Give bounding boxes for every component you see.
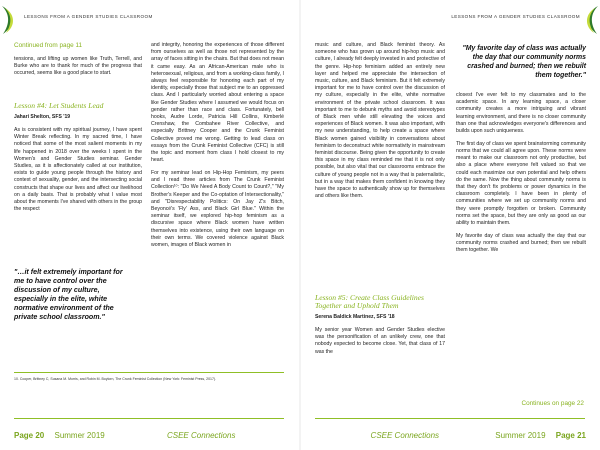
col2-paragraph-1: closest I've ever felt to my classmates and to the academic space. In any learning space, a closer community creates a more intriguing and vibrant learning environment, and there is no closer community than one that acknowledges everyone's differences and builds upon such uniqueness. — [456, 92, 586, 135]
col2-paragraph-2: The first day of class we spent brainstorming community norms that we could all agree upon. These norms were meant to make our classroom not only productive, but also a place where everyone felt valued so that we could each maximize our own potential and help others do the same. Now the thing about community norms is that they don't fix problems or power dynamics in the classroom completely. I have been in plenty of communities where we set up community norms and they were promptly forgotten or broken. Community norms set the space, but they are only as good as our ability to maintain them. — [456, 140, 586, 226]
lesson5-author: Serena Baldick Martinez, SFS '18 — [315, 314, 395, 320]
col1-paragraph-1: music and culture, and Black feminist theory. As someone who has grown up around hip-hop music and culture, I already felt deeply invested in and protective of the genre. Hip-hop feminism added an entirely new layer and helped me appreciate the intersection of music, culture, and Black feminism. But it felt extremely important for me to have control over the discussion of my culture, especially in the elite, white normative environment of the private school classroom. It was important to me to debunk myths and avoid stereotypes of Black men while still elevating the voices and experiences of Black women. It was also important, with my new understanding, to help create a space where Black women gained visibility in conversations about feminism to deconstruct white normativity in mainstream feminist discourse. Being given the opportunity to create this space in my class reminded me that it is not only possible, but also vital that our classrooms embrace the culture of young people not in a way that is paternalistic, but in a way that makes them confident in knowing they have the space to authentically show up for themselves and others like them. — [315, 42, 445, 200]
issue-season: Summer 2019 — [495, 431, 546, 440]
col1-intro-paragraph: tensions, and lifting up women like Truth, Terrell, and Burke who are to thank for much of the progress that occurred, seems like a good place to start. — [14, 56, 142, 77]
issue-season: Summer 2019 — [54, 431, 105, 440]
running-header: LESSONS FROM A GENDER STUDIES CLASSROOM — [451, 14, 580, 19]
left-page — [0, 0, 299, 450]
continues-on-link[interactable]: Continues on page 22 — [521, 400, 584, 407]
col2-text — [151, 42, 284, 255]
lesson4-author: Jahari Shelton, SFS '19 — [14, 114, 71, 120]
publication-name: CSEE Connections — [166, 431, 236, 440]
swoosh-logo-icon — [580, 4, 600, 36]
lesson5-heading: Lesson #5: Create Class Guidelines Together and Uphold Them — [315, 293, 424, 311]
footer-rule — [14, 418, 284, 419]
right-footer — [363, 431, 586, 440]
pull-quote: "…it felt extremely important for me to have control over the discussion of my culture, especially in the elite, white normative environment of the private school classroom." — [14, 268, 123, 321]
running-header: LESSONS FROM A GENDER STUDIES CLASSROOM — [24, 14, 153, 19]
page-number: Page 20 — [14, 431, 45, 440]
col1-body-paragraph: As is consistent with my spiritual journey, I have spent Winter Break reflecting. In my sacred time, I have noticed that some of the most salient moments in my life happened in 2018 over the weeks I spent in the Women's and Gender Studies seminar. Gender Studies, as it is affectionately called at our institution, exists to guide young people through the history and context of sexuality, gender, and the intersecting social constructs that shape our lives and affect our livelihood on a daily basis. That is probably what I value most about the moments I've shared with others in the group the respect — [14, 127, 142, 213]
col2-paragraph-1: and integrity, honoring the experiences of those different from ourselves as well as those not represented by the array of faces sitting in the chairs. But that does not mean it came easy. As an African-American male who is heterosexual, religious, and from a working-class family, I always feel responsible for honoring each part of my identity, especially those that subject me to an oppressed class. And I particularly worried about entering a space like Gender Studies where I assumed we would focus on gender rather than race and class. Fortunately, bell hooks, Audre Lorde, Patricia Hill Collins, Kimberlé Crenshaw, the Combahee River Collective, and especially Brittney Cooper and the Crunk Feminist Collective proved me wrong. Getting to lead class on essays from the Crunk Feminist Collective (CFC) is still the topic and moment from class I hold closest to my heart. — [151, 42, 284, 164]
right-page — [301, 0, 600, 450]
publication-name: CSEE Connections — [370, 431, 440, 440]
col2-paragraph-2: For my seminar lead on Hip-Hop Feminism, my peers and I read three articles from The Crunk Feminist Collection¹⁰: "Do We Need A Body Count to Count?," "My Brother's Keeper and the Co-optation of Intersectionality," and "Disrespectability Politics: On Jay Z's Bitch, Beyoncé's 'Fly' Ass, and Black Girl Blue." Within the seminar itself, we explored hip-hop feminism as a discursive space where Black women have written themselves into existence, using their own language on their own terms. We covered violence against Black women, images of Black women in — [151, 169, 284, 248]
footer-rule — [315, 418, 585, 419]
left-footer — [14, 431, 243, 440]
continued-from-link[interactable]: Continued from page 11 — [14, 42, 83, 49]
lesson4-heading: Lesson #4: Let Students Lead — [14, 101, 104, 110]
footnote: 10. Cooper, Brittney C, Susana M. Morris, and Robin M. Boylorn, The Crunk Feminist Collection (New York: Feminist Press, 2017). — [14, 377, 217, 381]
col2-text — [456, 92, 586, 260]
footnote-rule — [14, 372, 284, 373]
col2-paragraph-3: My favorite day of class was actually the day that our community norms crashed and burned; then we rebuilt them together. We — [456, 232, 586, 254]
col1-paragraph-2: My senior year Women and Gender Studies elective was the personification of an unlikely crew, one that nobody expected to become close. Yet, that class of 17 was the — [315, 327, 445, 355]
page-number: Page 21 — [555, 431, 586, 440]
pull-quote: "My favorite day of class was actually the day that our community norms crashed and burned; then we rebuilt them together." — [462, 45, 586, 79]
swoosh-logo-icon — [0, 4, 20, 36]
